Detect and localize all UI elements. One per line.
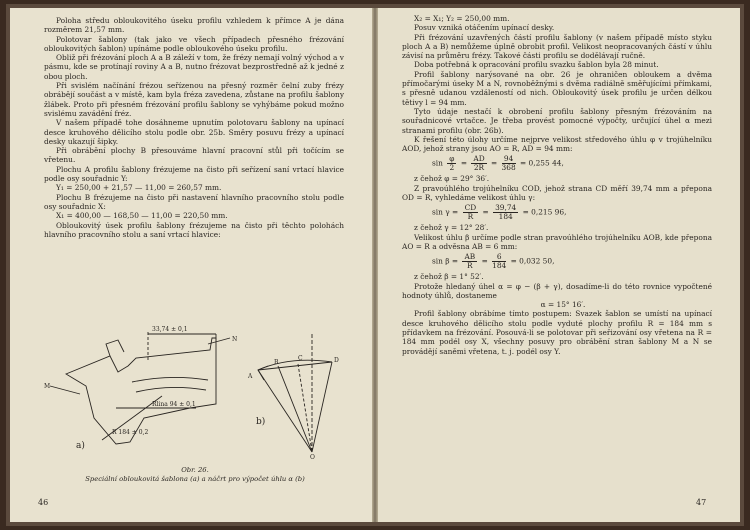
label-dim: R 184 ± 0,2 [112,429,149,436]
left-text-top [44,16,344,239]
figure-26 [40,322,350,460]
result-alpha: α = 15° 16′. [540,300,586,310]
paragraph: K řešení této úlohy určíme nejprve velikost středového úhlu φ v trojúhelníku AOD, jehož strany jsou AO = R, AD = 94 mm: [402,134,712,154]
paragraph: Obloukovitý úsek profilu šablony frézujeme na čisto při těchto polohách hlavního pracovního stolu a saní vrtací hlavice: [44,220,344,239]
paragraph: Polotovar šablony (tak jako ve všech případech přesného frézování obloukovitých šablon) upínáme podle obloukového úseku profilu. [44,34,344,53]
paragraph: Plochu B frézujeme na čisto při nastavení hlavního pracovního stolu podle osy souřadnic X: [44,192,344,211]
page-number-right: 47 [696,498,707,507]
math-sin-beta: sin β = $\frac{AB}{R}$ = $\frac{6}{184}$ = 0,032 50, [432,252,555,271]
right-text [402,14,712,356]
label-A: A [248,373,253,380]
result: z čehož β = 1° 52′. [414,272,484,282]
paragraph: Při frézování uzavřených částí profilu šablony (v našem případě místo styku ploch A a B) nemůžeme úplně obrobit profil. Velikost neopracovaných částí v úhlu závisí na průměru frézy. Takové části profilu se dodělávají ručně. [402,32,712,61]
equation: Y₁ = 250,00 + 21,57 — 11,00 = 260,57 mm. [56,183,222,193]
label-D: D [334,357,339,364]
paragraph: Velikost úhlu β určíme podle stran pravoúhlého trojúhelníku AOB, kde přepona AO = R a odvěsna AB = 6 mm: [402,232,712,251]
caption-text: Speciální obloukovitá šablona (a) a náčrt pro výpočet úhlu α (b) [85,474,305,483]
label-a-small: a) [76,441,85,451]
paragraph: Poloha středu obloukovitého úseku profilu vzhledem k přímce A je dána rozměrem 21,57 mm. [44,16,344,35]
math-sin-phi: sin $\frac{\varphi}{2}$ = $\frac{AD}{2R}$ = $\frac{94}{368}$ = 0,255 44, [432,154,564,173]
paragraph: Plochu A profilu šablony frézujeme na čisto při seřízení saní vrtací hlavice podle osy souřadnic Y: [44,164,344,184]
right-page [378,8,740,522]
book-spread [6,4,744,526]
left-page [10,8,372,522]
label-B: B [274,359,279,366]
paragraph: Profil šablony obrábíme tímto postupem: Svazek šablon se umístí na upínací desce kruhového dělicího stolu podle vyduté plochy profilu R = 184 mm s přídavkem na frézování. Posouvá-li se polotovar při seřizování osy vřetena na R = 184 mm podél osy X, všechny posuvy pro obrábění stran šablony M a N se provádějí saněmi vřetena, t. j. podél osy Y. [402,309,712,356]
paragraph: Při svislém načínání frézou seřízenou na přesný rozměr čelní zuby frézy obrábějí součást a v místě, kam byla fréza zavedena, zůstane na profilu šablony žlábek. Proto při přesném frézování profilu šablony se vyhýbáme pokud možno svislému zavádění fréz. [44,81,344,118]
math-sin-gamma: sin γ = $\frac{CD}{R}$ = $\frac{39,74}{184}$ = 0,215 96, [432,203,567,222]
paragraph: Tyto údaje nestačí k obrobení profilu šablony přesným frézováním na souřadnicové vrtačce. Je třeba provést pomocné výpočty, určující úhel α mezi stranami profilu (obr. 26b). [402,106,712,135]
result: z čehož γ = 12° 28′. [414,223,489,233]
label-zone: Rlina 94 ± 0,1 [152,401,196,408]
paragraph: Profil šablony narýsované na obr. 26 je ohraničen obloukem a dvěma přímočarými úseky M a N, rovnoběžnými s dvěma radiálně směřujícími přímkami, s přesně udanou vzdáleností od nich. Obloukovitý úsek profilu je určen délkou tětivy l = 94 mm. [402,69,712,107]
paragraph: Obliž při frézování ploch A a B záleží v tom, že frézy nemají volný východ a v pásmu, kde se protínají roviny A a B, nutno frézovat bezprostředně až k jedné z obou ploch. [44,53,344,81]
paragraph: Protože hledaný úhel α = φ − (β + γ), dosadíme-li do této rovnice vypočtené hodnoty úhlů, dostaneme [402,281,712,300]
paragraph: Při obrábění plochy B přesouváme hlavní pracovní stůl při točícím se vřetenu. [44,146,344,165]
paragraph: Posuv vzniká otáčením upínací desky. [414,23,555,33]
label-O: O [310,454,315,460]
figure-caption [40,466,350,483]
result: z čehož φ = 29° 36′. [414,174,490,184]
equation: X₁ = 400,00 — 168,50 — 11,00 = 220,50 mm. [56,211,228,221]
dim-top-label: 33,74 ± 0,1 [152,326,188,333]
caption-title: Obr. 26. [181,466,209,474]
label-C: C [298,355,303,362]
label-m: M [44,383,51,390]
label-b-small: b) [256,417,266,427]
page-number-left: 46 [38,498,49,507]
paragraph: Z pravoúhlého trojúhelníku COD, jehož strana CD měří 39,74 mm a přepona OD = R, vyhledáme velikost úhlu γ: [402,183,712,203]
label-n: N [232,336,238,343]
paragraph: V našem případě tohe dosáhneme upnutím polotovaru šablony na upínací desce kruhového dělicího stolu podle obr. 25b. Směry posuvu frézy a upínací desky ukazují šipky. [44,118,344,146]
equation: X₂ = X₁; Y₂ = 250,00 mm. [414,14,510,23]
paragraph: Doba potřebná k opracování profilu svazku šablon byla 28 minut. [414,60,659,70]
